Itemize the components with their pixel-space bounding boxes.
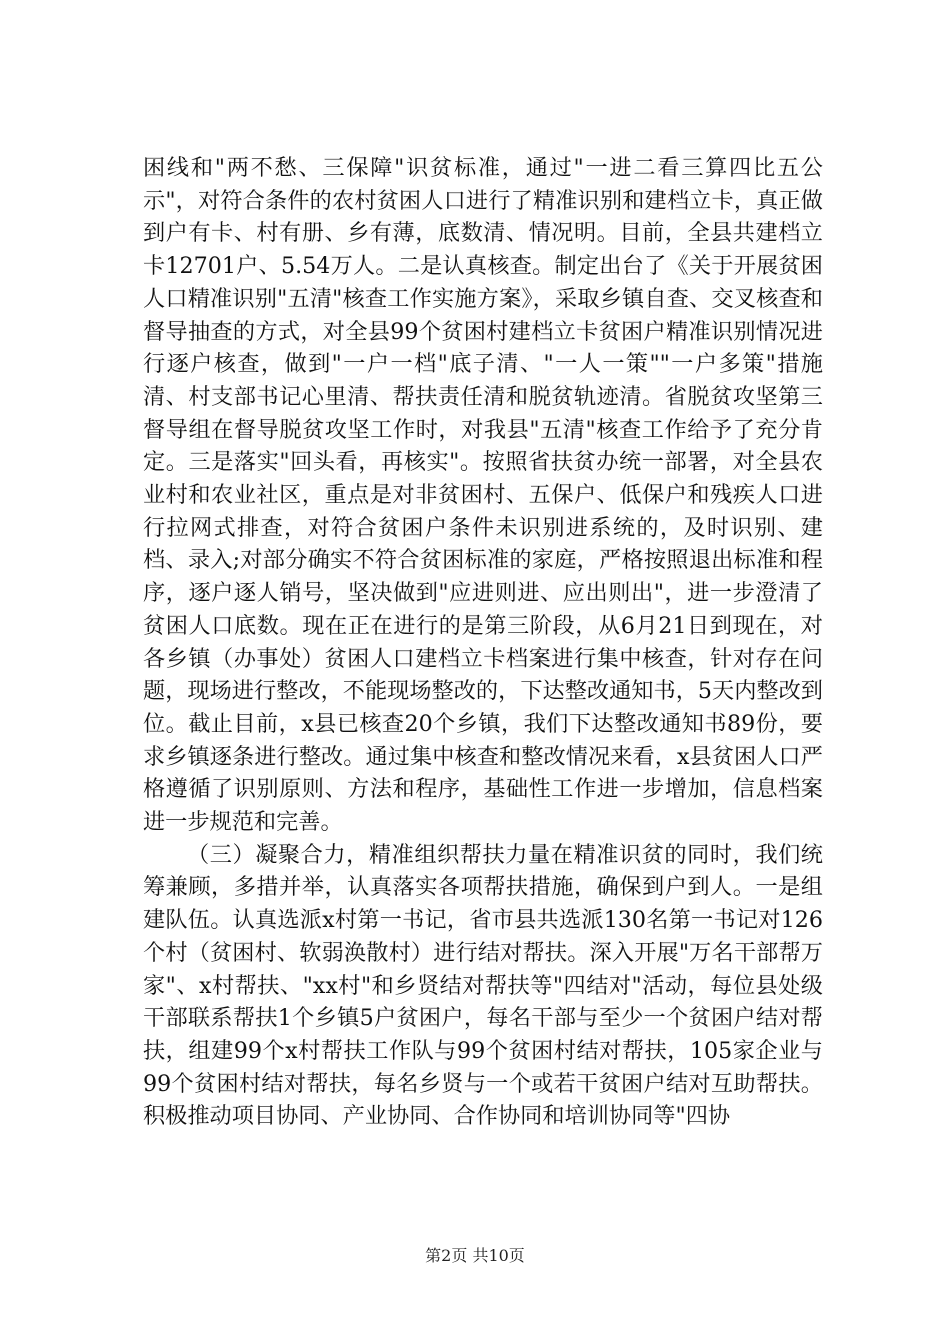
paragraph-2: （三）凝聚合力，精准组织帮扶力量在精准识贫的同时，我们统筹兼顾，多措并举，认真落实各项帮扶措施，确保到户到人。一是组建队伍。认真选派x村第一书记，省市县共选派130名第一书记对126个村（贫困村、软弱涣散村）进行结对帮扶。深入开展"万名干部帮万家"、x村帮扶、"xx村"和乡贤结对帮扶等"四结对"活动，每位县处级干部联系帮扶1个乡镇5户贫困户，每名干部与至少一个贫困户结对帮扶，组建99个x村帮扶工作队与99个贫困村结对帮扶，105家企业与99个贫困村结对帮扶，每名乡贤与一个或若干贫困户结对互助帮扶。积极推动项目协同、产业协同、合作协同和培训协同等"四协 <box>143 841 823 1130</box>
page-number: 第2页 共10页 <box>425 1246 525 1265</box>
document-body <box>143 152 823 1133</box>
paragraph-1: 困线和"两不愁、三保障"识贫标准，通过"一进二看三算四比五公示"，对符合条件的农村贫困人口进行了精准识别和建档立卡，真正做到户有卡、村有册、乡有薄，底数清、情况明。目前，全县共建档立卡12701户、5.54万人。二是认真核查。制定出台了《关于开展贫困人口精准识别"五清"核查工作实施方案》，采取乡镇自查、交叉核查和督导抽查的方式，对全县99个贫困村建档立卡贫困户精准识别情况进行逐户核查，做到"一户一档"底子清、"一人一策""一户多策"措施清、村支部书记心里清、帮扶责任清和脱贫轨迹清。省脱贫攻坚第三督导组在督导脱贫攻坚工作时，对我县"五清"核查工作给予了充分肯定。三是落实"回头看，再核实"。按照省扶贫办统一部署，对全县农业村和农业社区，重点是对非贫困村、五保户、低保户和残疾人口进行拉网式排查，对符合贫困户条件未识别进系统的，及时识别、建档、录入;对部分确实不符合贫困标准的家庭，严格按照退出标准和程序，逐户逐人销号，坚决做到"应进则进、应出则出"，进一步澄清了贫困人口底数。现在正在进行的是第三阶段，从6月21日到现在，对各乡镇（办事处）贫困人口建档立卡档案进行集中核查，针对存在问题，现场进行整改，不能现场整改的，下达整改通知书，5天内整改到位。截止目前，x县已核查20个乡镇，我们下达整改通知书89份，要求乡镇逐条进行整改。通过集中核查和整改情况来看，x县贫困人口严格遵循了识别原则、方法和程序，基础性工作进一步增加，信息档案进一步规范和完善。 <box>143 155 823 836</box>
